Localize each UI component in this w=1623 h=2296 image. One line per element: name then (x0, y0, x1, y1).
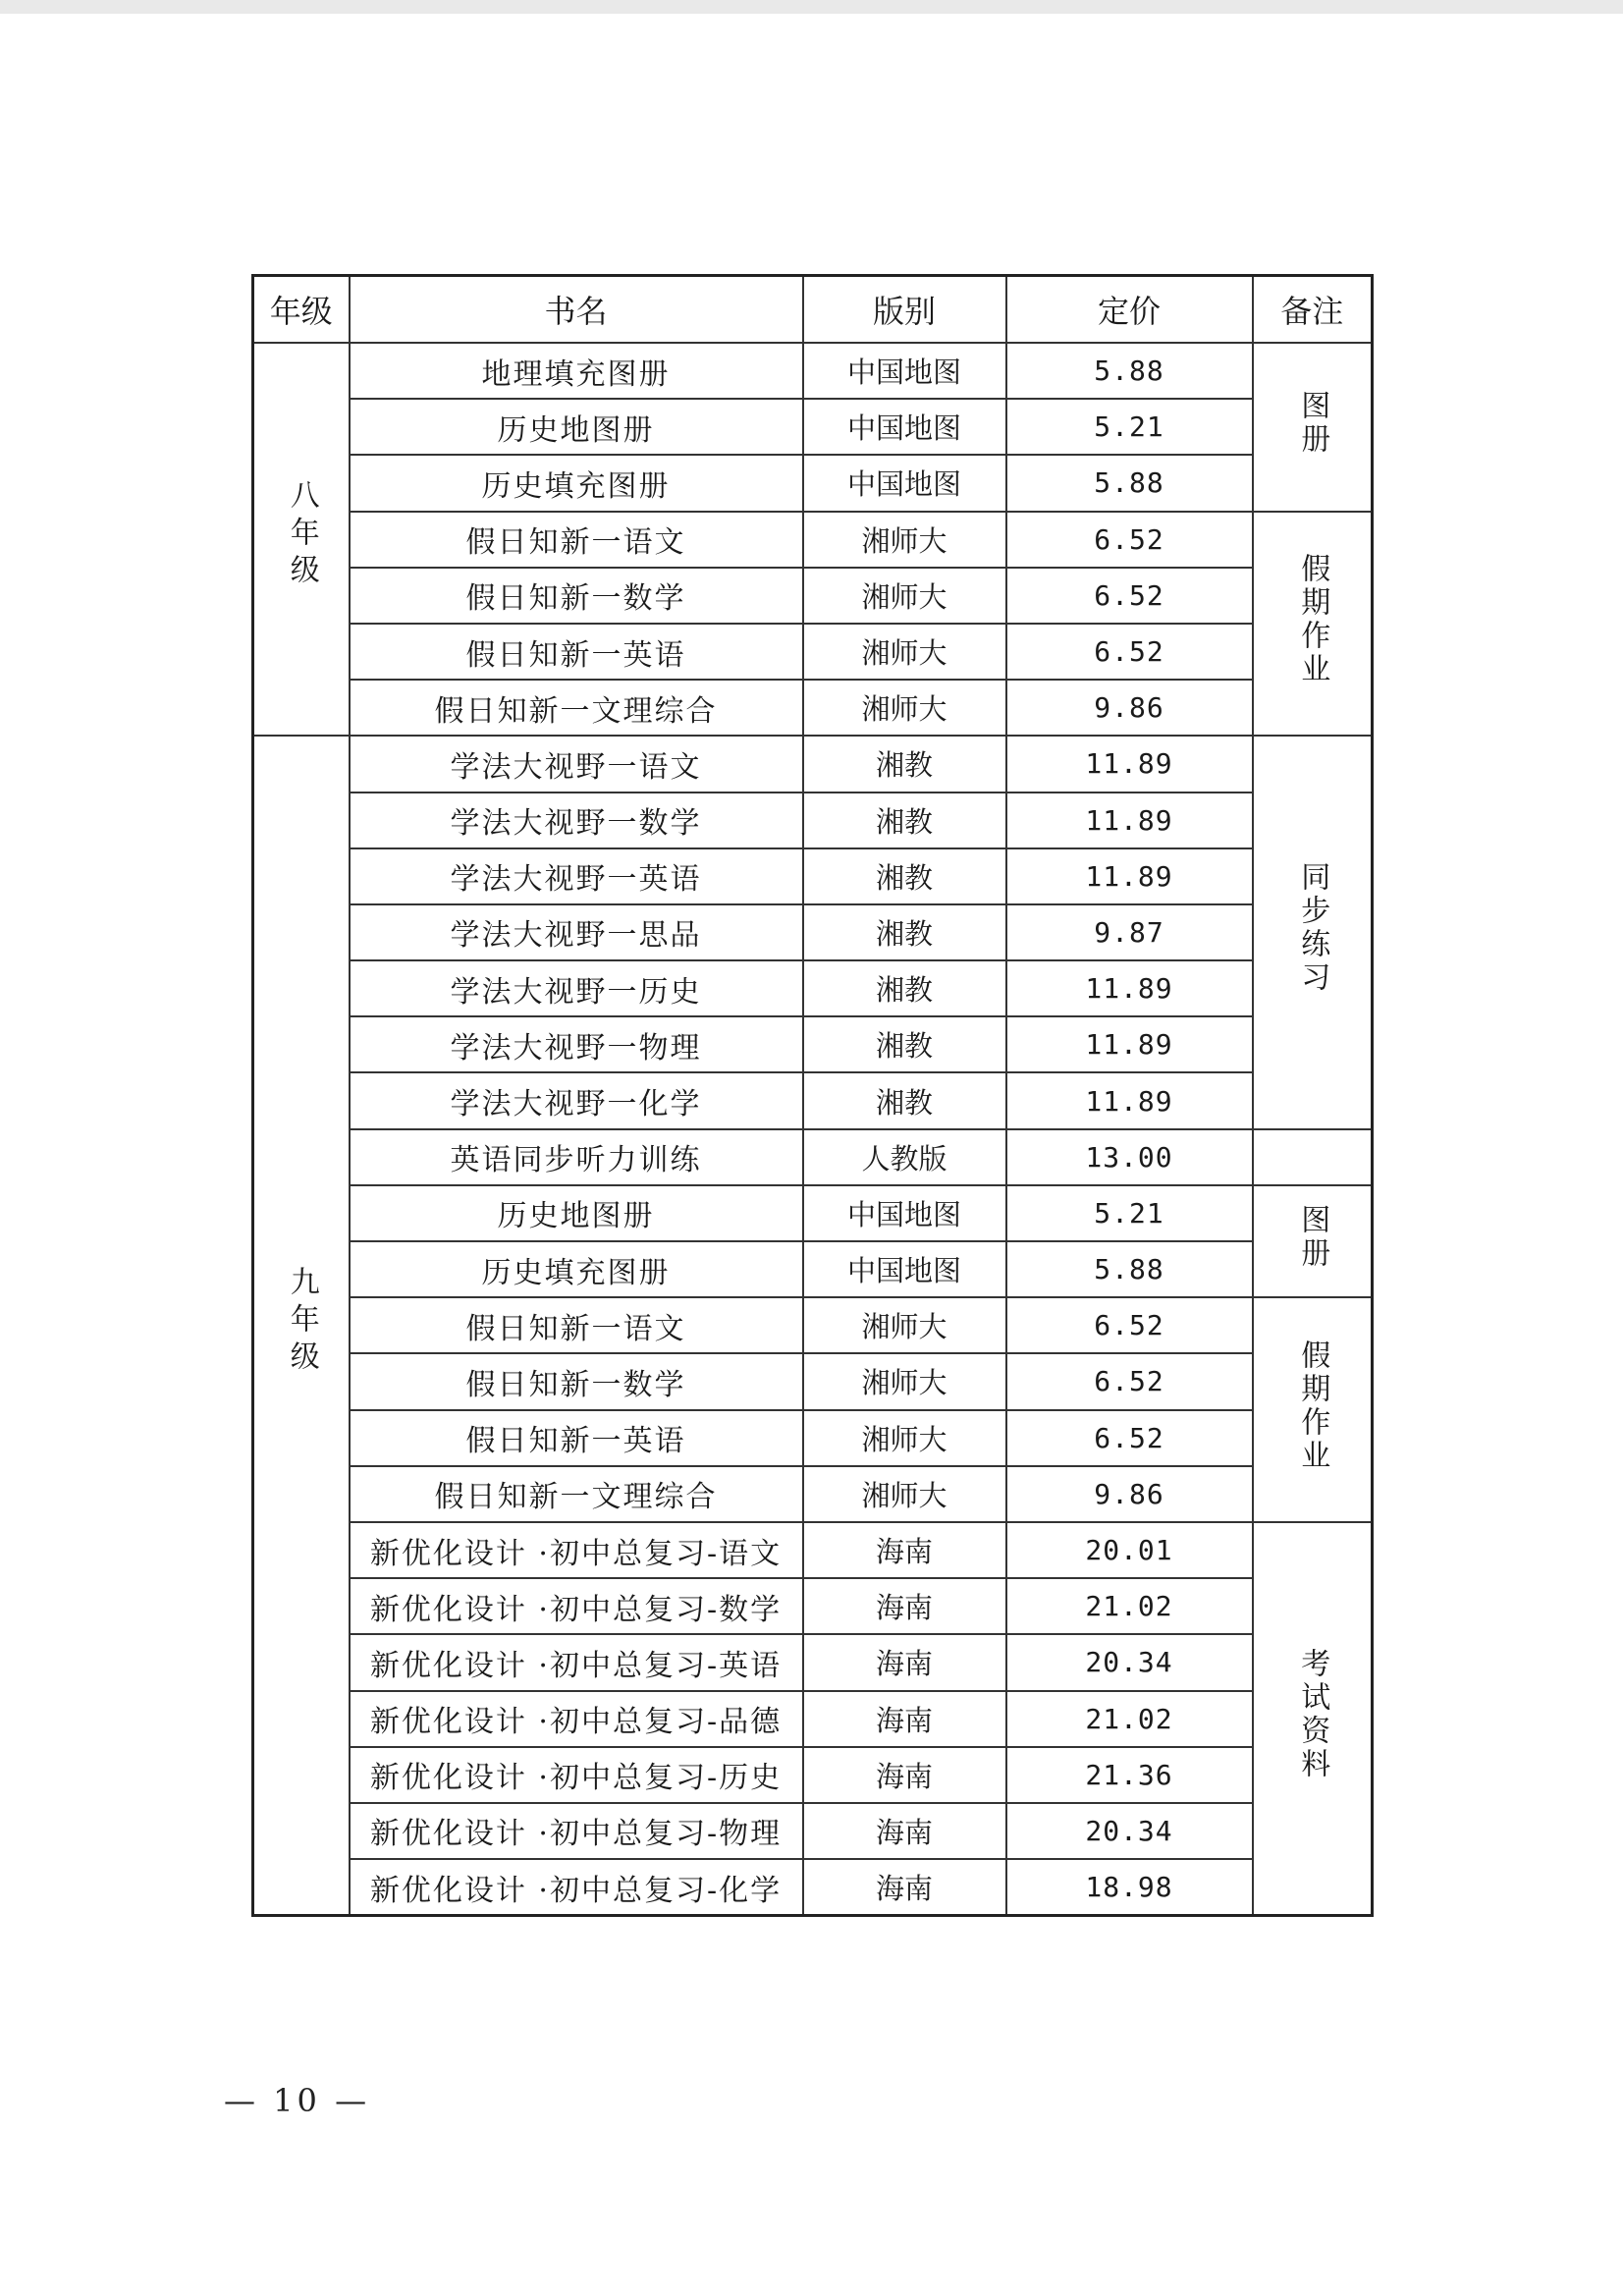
book-price: 5.88 (1006, 343, 1253, 399)
table-row (253, 793, 1373, 848)
book-title: 历史地图册 (350, 1185, 803, 1241)
book-price: 11.89 (1006, 848, 1253, 904)
book-price: 18.98 (1006, 1859, 1253, 1916)
book-edition: 海南 (803, 1522, 1006, 1578)
book-title: 学法大视野一物理 (350, 1016, 803, 1072)
book-title: 地理填充图册 (350, 343, 803, 399)
table-row (253, 1297, 1373, 1353)
book-title: 英语同步听力训练 (350, 1129, 803, 1185)
remark-cell: 假期作业 (1253, 1297, 1373, 1522)
table-row (253, 1634, 1373, 1690)
book-title: 假日知新一文理综合 (350, 680, 803, 736)
table-row (253, 848, 1373, 904)
header-price: 定价 (1006, 276, 1253, 344)
book-price: 9.86 (1006, 1466, 1253, 1522)
grade-cell: 八年级 (253, 343, 350, 736)
book-price: 20.01 (1006, 1522, 1253, 1578)
book-price: 11.89 (1006, 793, 1253, 848)
table-row (253, 1522, 1373, 1578)
book-edition: 海南 (803, 1634, 1006, 1690)
table-row (253, 960, 1373, 1016)
remark-cell-empty (1253, 1129, 1373, 1185)
book-title: 假日知新一英语 (350, 624, 803, 680)
book-title: 学法大视野一语文 (350, 736, 803, 792)
book-edition: 中国地图 (803, 343, 1006, 399)
table-row (253, 512, 1373, 568)
book-price: 9.87 (1006, 904, 1253, 960)
table-row (253, 904, 1373, 960)
book-edition: 海南 (803, 1803, 1006, 1859)
book-edition: 湘师大 (803, 1410, 1006, 1466)
table-row (253, 343, 1373, 399)
book-title: 学法大视野一化学 (350, 1072, 803, 1128)
table-row (253, 455, 1373, 511)
table-row (253, 1072, 1373, 1128)
table-row (253, 399, 1373, 455)
page-number: — 10 — (224, 2082, 371, 2119)
book-price: 20.34 (1006, 1803, 1253, 1859)
book-title: 历史填充图册 (350, 1241, 803, 1297)
book-edition: 海南 (803, 1691, 1006, 1747)
book-price: 20.34 (1006, 1634, 1253, 1690)
table-row (253, 1185, 1373, 1241)
table-row (253, 1466, 1373, 1522)
header-grade: 年级 (253, 276, 350, 344)
remark-cell: 假期作业 (1253, 512, 1373, 737)
scan-top-edge (0, 0, 1623, 14)
book-edition: 湘教 (803, 904, 1006, 960)
book-edition: 湘教 (803, 1072, 1006, 1128)
book-edition: 湘教 (803, 848, 1006, 904)
book-price: 9.86 (1006, 680, 1253, 736)
book-price: 11.89 (1006, 1072, 1253, 1128)
book-edition: 湘教 (803, 736, 1006, 792)
book-edition: 湘教 (803, 960, 1006, 1016)
book-title: 假日知新一文理综合 (350, 1466, 803, 1522)
table-row (253, 1353, 1373, 1409)
table-row (253, 568, 1373, 624)
book-edition: 中国地图 (803, 1185, 1006, 1241)
book-edition: 中国地图 (803, 1241, 1006, 1297)
book-edition: 湘师大 (803, 1297, 1006, 1353)
book-title: 新优化设计 ·初中总复习-英语 (350, 1634, 803, 1690)
book-price: 5.88 (1006, 1241, 1253, 1297)
book-title: 新优化设计 ·初中总复习-化学 (350, 1859, 803, 1916)
book-price: 5.21 (1006, 399, 1253, 455)
book-title: 新优化设计 ·初中总复习-历史 (350, 1747, 803, 1803)
table-row (253, 736, 1373, 792)
book-edition: 湘师大 (803, 1353, 1006, 1409)
book-title: 假日知新一语文 (350, 1297, 803, 1353)
table-row (253, 624, 1373, 680)
book-edition: 湘师大 (803, 680, 1006, 736)
book-price: 21.36 (1006, 1747, 1253, 1803)
table-row (253, 1410, 1373, 1466)
book-title: 学法大视野一思品 (350, 904, 803, 960)
book-price: 6.52 (1006, 568, 1253, 624)
remark-cell: 图册 (1253, 343, 1373, 512)
book-price: 6.52 (1006, 1297, 1253, 1353)
table-row (253, 1859, 1373, 1916)
book-title: 假日知新一数学 (350, 568, 803, 624)
table-row (253, 1129, 1373, 1185)
book-price: 11.89 (1006, 1016, 1253, 1072)
book-price: 11.89 (1006, 736, 1253, 792)
book-edition: 湘教 (803, 1016, 1006, 1072)
book-price: 6.52 (1006, 1353, 1253, 1409)
book-title: 假日知新一数学 (350, 1353, 803, 1409)
header-edition: 版别 (803, 276, 1006, 344)
grade-cell: 九年级 (253, 736, 350, 1915)
book-price: 21.02 (1006, 1691, 1253, 1747)
table-row (253, 1016, 1373, 1072)
book-title: 新优化设计 ·初中总复习-物理 (350, 1803, 803, 1859)
book-title: 学法大视野一历史 (350, 960, 803, 1016)
table-row (253, 1578, 1373, 1634)
book-price: 6.52 (1006, 512, 1253, 568)
book-edition: 湘师大 (803, 1466, 1006, 1522)
remark-cell: 图册 (1253, 1185, 1373, 1297)
book-edition: 中国地图 (803, 455, 1006, 511)
book-title: 历史填充图册 (350, 455, 803, 511)
book-title: 假日知新一英语 (350, 1410, 803, 1466)
remark-cell: 考试资料 (1253, 1522, 1373, 1916)
book-price: 11.89 (1006, 960, 1253, 1016)
book-price: 5.21 (1006, 1185, 1253, 1241)
remark-cell: 同步练习 (1253, 736, 1373, 1128)
book-edition: 湘师大 (803, 624, 1006, 680)
book-title: 新优化设计 ·初中总复习-语文 (350, 1522, 803, 1578)
book-price: 5.88 (1006, 455, 1253, 511)
book-price: 13.00 (1006, 1129, 1253, 1185)
book-title: 新优化设计 ·初中总复习-品德 (350, 1691, 803, 1747)
book-edition: 海南 (803, 1859, 1006, 1916)
book-price: 6.52 (1006, 624, 1253, 680)
book-title: 学法大视野一数学 (350, 793, 803, 848)
table-row (253, 1747, 1373, 1803)
book-title: 新优化设计 ·初中总复习-数学 (350, 1578, 803, 1634)
book-edition: 湘师大 (803, 568, 1006, 624)
textbook-price-table (251, 274, 1374, 1917)
book-price: 21.02 (1006, 1578, 1253, 1634)
book-title: 历史地图册 (350, 399, 803, 455)
table-row (253, 1803, 1373, 1859)
book-edition: 中国地图 (803, 399, 1006, 455)
header-remark: 备注 (1253, 276, 1373, 344)
book-edition: 人教版 (803, 1129, 1006, 1185)
book-title: 学法大视野一英语 (350, 848, 803, 904)
table-row (253, 1241, 1373, 1297)
book-edition: 湘教 (803, 793, 1006, 848)
table-row (253, 680, 1373, 736)
book-title: 假日知新一语文 (350, 512, 803, 568)
book-edition: 海南 (803, 1747, 1006, 1803)
book-edition: 海南 (803, 1578, 1006, 1634)
table-header-row (253, 276, 1373, 344)
book-edition: 湘师大 (803, 512, 1006, 568)
header-book-name: 书名 (350, 276, 803, 344)
book-price: 6.52 (1006, 1410, 1253, 1466)
table-row (253, 1691, 1373, 1747)
